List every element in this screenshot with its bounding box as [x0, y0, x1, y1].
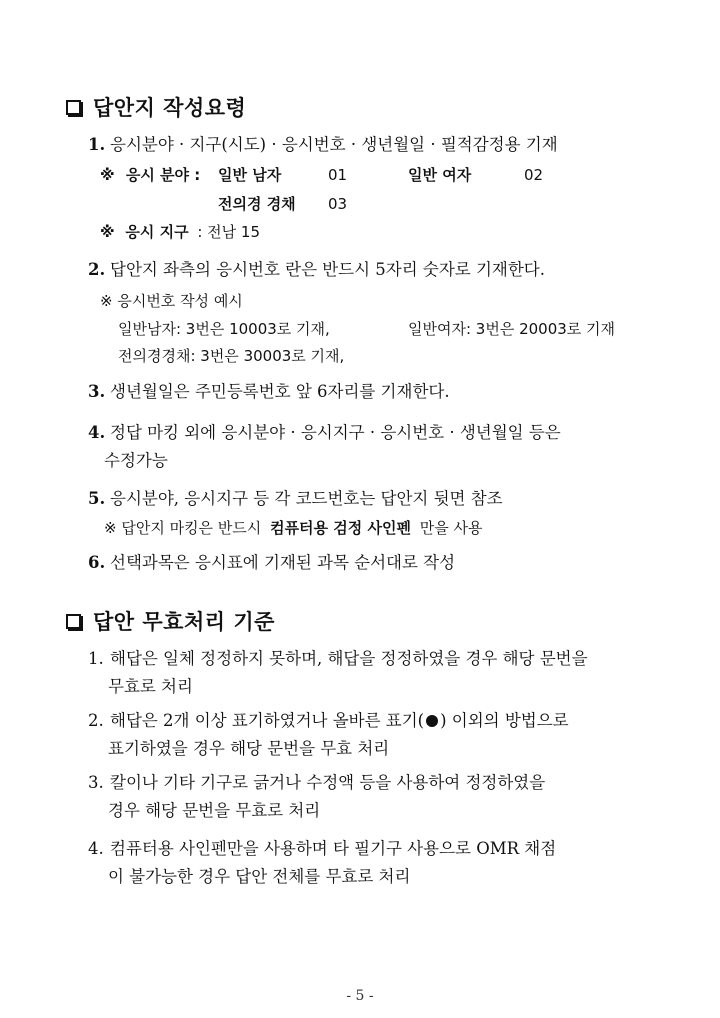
page-number: - 5 -: [346, 988, 374, 1004]
section-title-text: 답안지 작성요령: [93, 96, 247, 120]
field-opt3-code: 03: [328, 195, 348, 213]
example-title: ※ 응시번호 작성 예시: [100, 292, 243, 310]
invalid-rule-2: 2. 해답은 2개 이상 표기하였거나 올바른 표기( ) 이외의 방법으로: [88, 711, 569, 730]
checkbox-bullet-icon: [66, 100, 81, 115]
example-female: 일반여자: 3번은 20003로 기재: [408, 320, 616, 338]
instruction-item-3: 3. 생년월일은 주민등록번호 앞 6자리를 기재한다.: [88, 382, 450, 401]
checkbox-bullet-icon: [66, 614, 81, 629]
invalid-rule-3-cont: 경우 해당 문번을 무효로 처리: [108, 801, 321, 820]
instruction-item-6: 6. 선택과목은 응시표에 기재된 과목 순서대로 작성: [88, 553, 456, 572]
field-opt2-code: 02: [524, 166, 544, 184]
field-opt2-name: 일반 여자: [408, 166, 472, 184]
section-title-invalid-criteria: [66, 606, 275, 636]
invalid-rule-4: 4. 컴퓨터용 사인펜만을 사용하며 타 필기구 사용으로 OMR 채점: [88, 839, 557, 858]
field-opt1-code: 01: [328, 166, 348, 184]
filled-circle-icon: [426, 715, 438, 727]
marking-note: ※ 답안지 마킹은 반드시 컴퓨터용 검정 사인펜 만을 사용: [104, 519, 483, 537]
field-row-1: ※ 응시 분야 :: [100, 166, 201, 184]
section-title-answer-sheet: [66, 92, 246, 122]
invalid-rule-2-cont: 표기하였을 경우 해당 문번을 무효 처리: [108, 739, 390, 758]
invalid-rule-1: 1. 해답은 일체 정정하지 못하며, 해답을 정정하였을 경우 해당 문번을: [88, 649, 588, 668]
field-opt3-name: 전의경 경채: [218, 195, 296, 213]
instruction-item-5: 5. 응시분야, 응시지구 등 각 코드번호는 답안지 뒷면 참조: [88, 489, 503, 508]
field-opt1-name: 일반 남자: [218, 166, 282, 184]
instruction-item-4-cont: 수정가능: [104, 451, 168, 470]
invalid-rule-4-cont: 이 불가능한 경우 답안 전체를 무효로 처리: [108, 867, 411, 886]
example-police: 전의경경채: 3번은 30003로 기재,: [118, 347, 345, 365]
instruction-item-4: 4. 정답 마킹 외에 응시분야 · 응시지구 · 응시번호 · 생년월일 등은: [88, 423, 561, 442]
instruction-item-2: 2. 답안지 좌측의 응시번호 란은 반드시 5자리 숫자로 기재한다.: [88, 260, 545, 279]
invalid-rule-1-cont: 무효로 처리: [108, 677, 193, 696]
section-title-text: 답안 무효처리 기준: [93, 610, 275, 634]
invalid-rule-3: 3. 칼이나 기타 기구로 긁거나 수정액 등을 사용하여 정정하였을: [88, 773, 546, 792]
instruction-item-1: 1. 응시분야 · 지구(시도) · 응시번호 · 생년월일 · 필적감정용 기재: [88, 135, 558, 154]
region-row: ※ 응시 지구 : 전남 15: [100, 223, 261, 241]
example-male: 일반남자: 3번은 10003로 기재,: [118, 320, 330, 338]
